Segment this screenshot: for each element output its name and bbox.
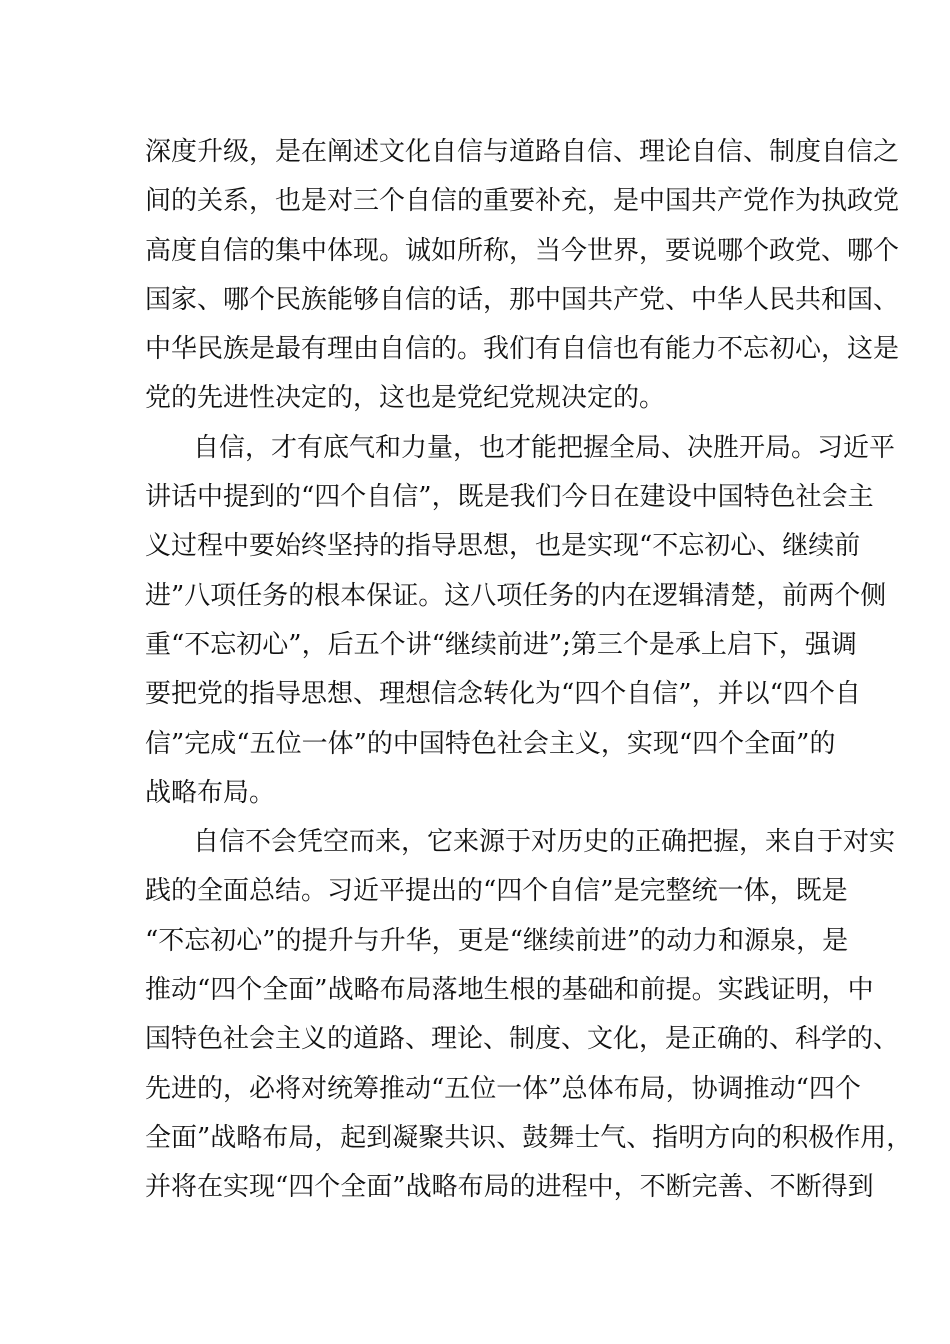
- text-line: 并将在实现“四个全面”战略布局的进程中，不断完善、不断得到: [145, 1172, 874, 1203]
- text-line: 重“不忘初心”，后五个讲“继续前进”;第三个是承上启下，强调: [145, 629, 857, 660]
- text-line: 信”完成“五位一体”的中国特色社会主义，实现“四个全面”的: [145, 728, 836, 759]
- text-line: 推动“四个全面”战略布局落地生根的基础和前提。实践证明，中: [145, 975, 874, 1006]
- text-line: 国特色社会主义的道路、理论、制度、文化，是正确的、科学的、: [145, 1024, 900, 1055]
- text-line: 国家、哪个民族能够自信的话，那中国共产党、中华人民共和国、: [145, 284, 900, 315]
- text-line: 要把党的指导思想、理想信念转化为“四个自信”，并以“四个自: [145, 679, 861, 710]
- text-line: 党的先进性决定的，这也是党纪党规决定的。: [145, 383, 666, 414]
- text-line: 深度升级，是在阐述文化自信与道路自信、理论自信、制度自信之: [145, 137, 900, 167]
- text-line: 战略布局。: [145, 777, 276, 808]
- text-line: 高度自信的集中体现。诚如所称，当今世界，要说哪个政党、哪个: [145, 235, 900, 266]
- text-line: 先进的，必将对统筹推动“五位一体”总体布局，协调推动“四个: [145, 1073, 861, 1104]
- text-line: “不忘初心”的提升与升华，更是“继续前进”的动力和源泉，是: [145, 925, 849, 956]
- text-line: 践的全面总结。习近平提出的“四个自信”是完整统一体，既是: [145, 876, 848, 907]
- text-line: 全面”战略布局，起到凝聚共识、鼓舞士气、指明方向的积极作用，: [145, 1122, 913, 1153]
- text-line: 义过程中要始终坚持的指导思想，也是实现“不忘初心、继续前: [145, 531, 861, 562]
- text-line: 进”八项任务的根本保证。这八项任务的内在逻辑清楚，前两个侧: [145, 580, 887, 611]
- text-line: 中华民族是最有理由自信的。我们有自信也有能力不忘初心，这是: [145, 334, 900, 365]
- text-line: 间的关系，也是对三个自信的重要补充，是中国共产党作为执政党: [145, 186, 900, 217]
- text-line: 讲话中提到的“四个自信”，既是我们今日在建设中国特色社会主: [145, 482, 874, 513]
- paragraph-first-line: 自信不会凭空而来，它来源于对历史的正确把握，来自于对实: [193, 827, 896, 858]
- paragraph-first-line: 自信，才有底气和力量，也才能把握全局、决胜开局。习近平: [193, 432, 896, 463]
- document-body: [145, 128, 913, 1213]
